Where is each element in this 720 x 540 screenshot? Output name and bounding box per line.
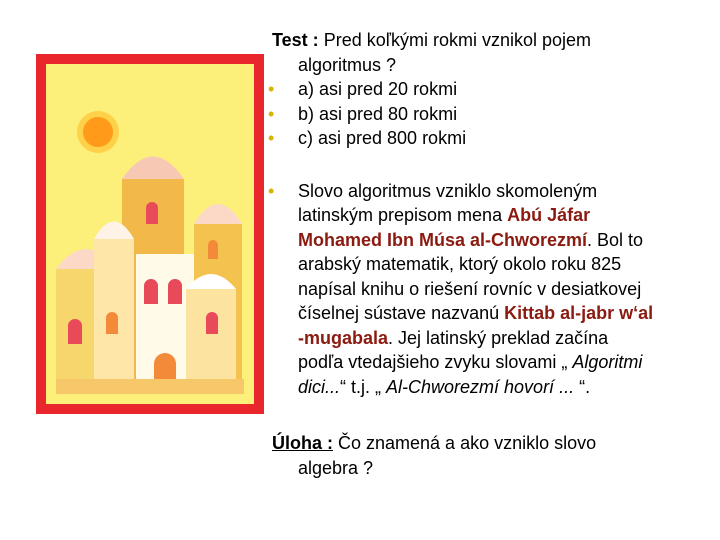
paragraph-line: Mohamed Ibn Músa al-Chworezmí. Bol to [298, 229, 644, 250]
slide-text [272, 28, 712, 480]
task-line-cont: algebra ? [298, 457, 374, 478]
paragraph-line: číselnej sústave nazvanú Kittab al-jabr w‘al [298, 303, 654, 323]
option-c: • c) asi pred 800 rokmi [272, 126, 712, 151]
paragraph-line: napísal knihu o riešení rovníc v desiatkovej [298, 278, 642, 299]
sun [83, 117, 113, 147]
arabian-city-illustration [36, 54, 264, 414]
paragraph-line: latinským prepisom mena Abú Jáfar [298, 205, 591, 225]
paragraph-line: dici...“ t.j. „ Al-Chworezmí hovorí ... “. [298, 376, 591, 397]
option-a: • a) asi pred 20 rokmi [272, 77, 712, 102]
question-text: Pred koľkými rokmi vznikol pojem [323, 30, 592, 50]
paragraph-line: • Slovo algoritmus vzniklo skomoleným [272, 179, 712, 204]
window [206, 312, 218, 334]
paragraph-line: arabský matematik, ktorý okolo roku 825 [298, 254, 622, 274]
building-front-right [186, 289, 236, 394]
name-highlight: Abú Jáfar [507, 205, 591, 225]
task-label: Úloha : [272, 433, 333, 453]
window [144, 279, 158, 304]
book-title-highlight: -mugabala [298, 327, 389, 348]
window [208, 240, 218, 259]
book-title-highlight: Kittab al-jabr w‘al [504, 303, 654, 323]
option-b: • b) asi pred 80 rokmi [272, 102, 712, 127]
ground [56, 379, 244, 394]
paragraph-line: podľa vtedajšieho zvyku slovami „ Algoritmi [298, 352, 643, 372]
window [106, 312, 118, 334]
window [68, 319, 82, 344]
name-highlight: Mohamed Ibn Músa al-Chworezmí [298, 229, 588, 250]
question-line [272, 28, 712, 53]
task-line: Úloha : Čo znamená a ako vzniklo slovo [272, 433, 597, 453]
window [168, 279, 182, 304]
window [146, 202, 158, 224]
question-label: Test : [272, 30, 319, 50]
paragraph-line: -mugabala. Jej latinský preklad začína [298, 327, 609, 348]
question-text-cont: algoritmus ? [298, 54, 397, 75]
